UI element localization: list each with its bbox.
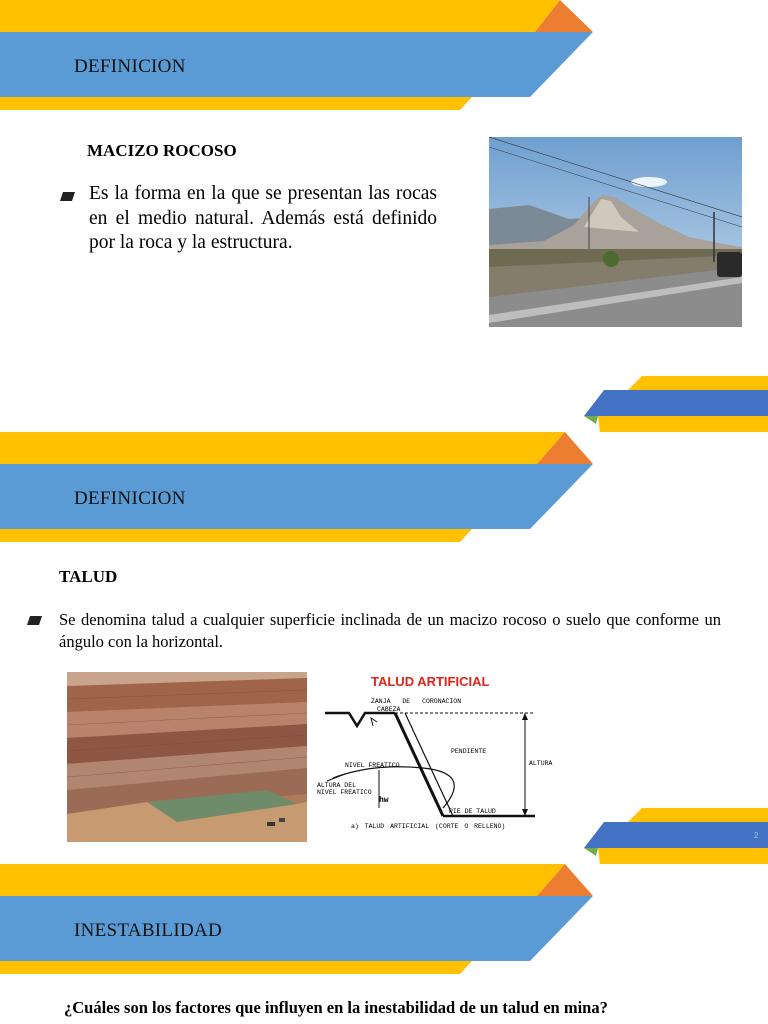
slide3-header-banner xyxy=(0,864,600,976)
slide1-corner-decoration xyxy=(584,376,768,432)
label-altura: ALTURA xyxy=(529,760,553,767)
slide1-title: DEFINICION xyxy=(74,56,186,77)
label-altura-nivel-2: NIVEL FREATICO xyxy=(317,789,372,796)
slide2-corner-decoration xyxy=(584,808,768,864)
label-hw: hw xyxy=(379,796,389,805)
label-cabeza: CABEZA xyxy=(377,706,401,713)
diagram-caption: a) TALUD ARTIFICIAL (CORTE O RELLENO) xyxy=(351,823,506,830)
label-nivel-freatico: NIVEL FREATICO xyxy=(345,762,400,769)
slide1-header-banner xyxy=(0,0,600,112)
page-number: 2 xyxy=(754,831,759,840)
slide1-bullet-text: Es la forma en la que se presentan las rocas en el medio natural. Además está definido por la roca y la estructura. xyxy=(89,183,437,253)
label-zanja: ZANJA DE CORONACION xyxy=(371,698,462,705)
rock-mass-photo xyxy=(489,137,742,327)
slide3-title: INESTABILIDAD xyxy=(74,920,223,941)
bullet-icon xyxy=(27,616,42,625)
diagram-title: TALUD ARTIFICIAL xyxy=(371,674,490,689)
bullet-icon xyxy=(60,192,75,201)
slide3-question: ¿Cuáles son los factores que influyen en la inestabilidad de un talud en mina? xyxy=(64,998,608,1017)
label-pendiente: PENDIENTE xyxy=(451,748,487,755)
slide1-subtitle: MACIZO ROCOSO xyxy=(87,141,237,160)
slide2-header-banner xyxy=(0,432,600,544)
slide2-bullet-text: Se denomina talud a cualquier superficie inclinada de un macizo rocoso o suelo que conforme un ángulo con la horizontal. xyxy=(59,610,721,651)
slide2-title: DEFINICION xyxy=(74,488,186,509)
slide2-subtitle: TALUD xyxy=(59,567,118,586)
label-pie-de-talud: PIE DE TALUD xyxy=(449,808,496,815)
talud-artificial-diagram xyxy=(313,668,571,840)
label-altura-nivel-1: ALTURA DEL xyxy=(317,782,357,789)
open-pit-mine-photo xyxy=(67,672,307,842)
